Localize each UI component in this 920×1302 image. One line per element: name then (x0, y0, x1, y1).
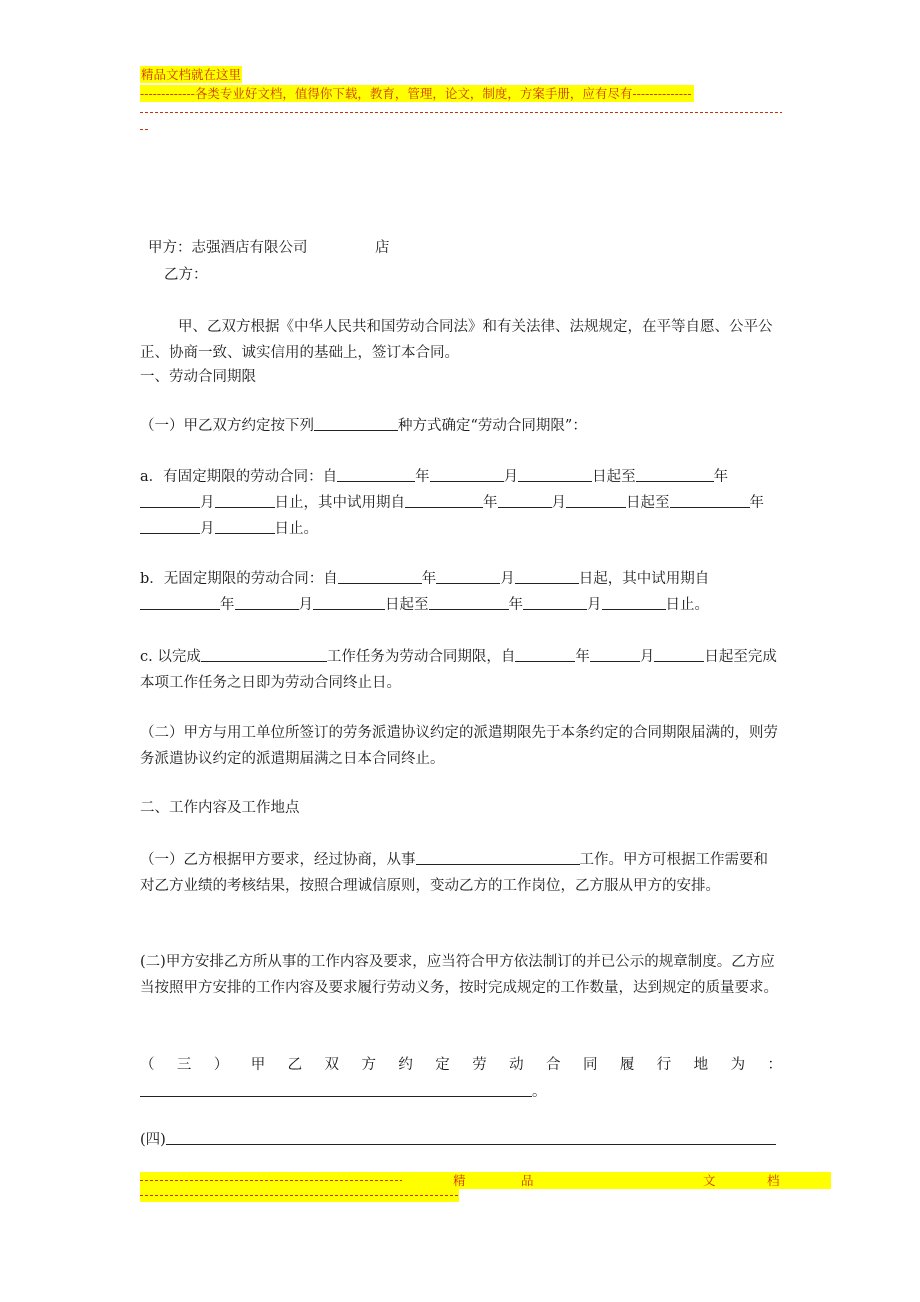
task-blank[interactable] (201, 647, 327, 662)
blank[interactable] (215, 493, 275, 508)
blank[interactable] (602, 595, 666, 610)
footer-char-4: 档 (767, 1173, 780, 1188)
footer-char-1: 精 (453, 1173, 466, 1188)
blank[interactable] (654, 647, 704, 662)
party-a-label: 甲方：志强酒店有限公司 (148, 240, 308, 256)
header-slogan: -------------各类专业好文档，值得你下载，教育，管理，论文，制度，方案手册，应有尽有-------------- (140, 86, 692, 101)
section1-item1-prefix: （一）甲乙双方约定按下列 (140, 418, 314, 434)
blank[interactable] (429, 595, 509, 610)
blank[interactable] (636, 467, 714, 482)
blank[interactable] (140, 519, 200, 534)
blank[interactable] (235, 595, 299, 610)
party-a-suffix: 店 (375, 240, 390, 256)
section2-item3: （三）甲乙双方约定劳动合同履行地为： (140, 1057, 782, 1073)
clause-c: c. 以完成 工作任务为劳动合同期限，自 年 月 日起至完成本项工作任务之日即为劳动合同终止日。 (140, 649, 777, 691)
blank[interactable] (338, 569, 422, 584)
section2-heading: 二、工作内容及工作地点 (140, 800, 300, 816)
job-blank[interactable] (416, 850, 580, 865)
blank[interactable] (523, 595, 587, 610)
footer-char-3: 文 (703, 1173, 716, 1188)
blank[interactable] (436, 569, 500, 584)
item4-blank[interactable] (166, 1130, 776, 1145)
blank[interactable] (405, 493, 483, 508)
section1-item1-suffix: 种方式确定“劳动合同期限”： (398, 418, 587, 434)
blank[interactable] (215, 519, 275, 534)
header-title: 精品文档就在这里 (141, 67, 242, 82)
clause-b: b．无固定期限的劳动合同：自 年 月 日起，其中试用期自年 月 日起至 年 月 日止。 (140, 571, 710, 613)
section2-item4: (四) (140, 1130, 776, 1150)
header-dash-line (140, 105, 782, 119)
blank[interactable] (518, 467, 592, 482)
footer-dash-left (140, 1172, 402, 1189)
blank[interactable] (337, 467, 415, 482)
section1-item1 (140, 416, 587, 436)
blank[interactable] (566, 493, 626, 508)
location-blank[interactable] (140, 1082, 532, 1097)
blank[interactable] (515, 569, 579, 584)
party-b-label: 乙方： (164, 267, 208, 283)
footer-dash-bottom (140, 1189, 459, 1202)
clause-a: a．有固定期限的劳动合同：自 年 月 日起至 年月 日止，其中试用期自 年 月 日起至 年月 日止。 (140, 469, 764, 537)
section2-item2: (二)甲方安排乙方所从事的工作内容及要求，应当符合甲方依法制订的并已公示的规章制度。乙方应当按照甲方安排的工作内容及要求履行劳动义务，按时完成规定的工作数量，达到规定的质量要求。 (140, 954, 778, 996)
section1-heading: 一、劳动合同期限 (140, 369, 256, 385)
blank[interactable] (313, 595, 385, 610)
section2-item3-line: 。 (140, 1082, 547, 1102)
footer-bar (140, 1172, 831, 1189)
blank[interactable] (498, 493, 552, 508)
blank[interactable] (670, 493, 750, 508)
method-blank[interactable] (314, 416, 398, 431)
footer-char-2: 品 (521, 1173, 534, 1188)
preamble: 甲、乙双方根据《中华人民共和国劳动合同法》和有关法律、法规规定，在平等自愿、公平公正、协商一致、诚实信用的基础上，签订本合同。 (140, 319, 773, 361)
blank[interactable] (515, 647, 575, 662)
blank[interactable] (140, 595, 220, 610)
section1-item2: （二）甲方与用工单位所签订的劳务派遣协议约定的派遣期限先于本条约定的合同期限届满的，则劳务派遣协议约定的派遣期届满之日本合同终止。 (140, 725, 778, 767)
blank[interactable] (140, 493, 200, 508)
blank[interactable] (590, 647, 640, 662)
blank[interactable] (430, 467, 504, 482)
header-dash-short (140, 122, 150, 136)
section2-item1: （一）乙方根据甲方要求，经过协商，从事 工作。甲方可根据工作需要和对乙方业绩的考核结果，按照合理诚信原则，变动乙方的工作岗位，乙方服从甲方的安排。 (140, 852, 768, 894)
